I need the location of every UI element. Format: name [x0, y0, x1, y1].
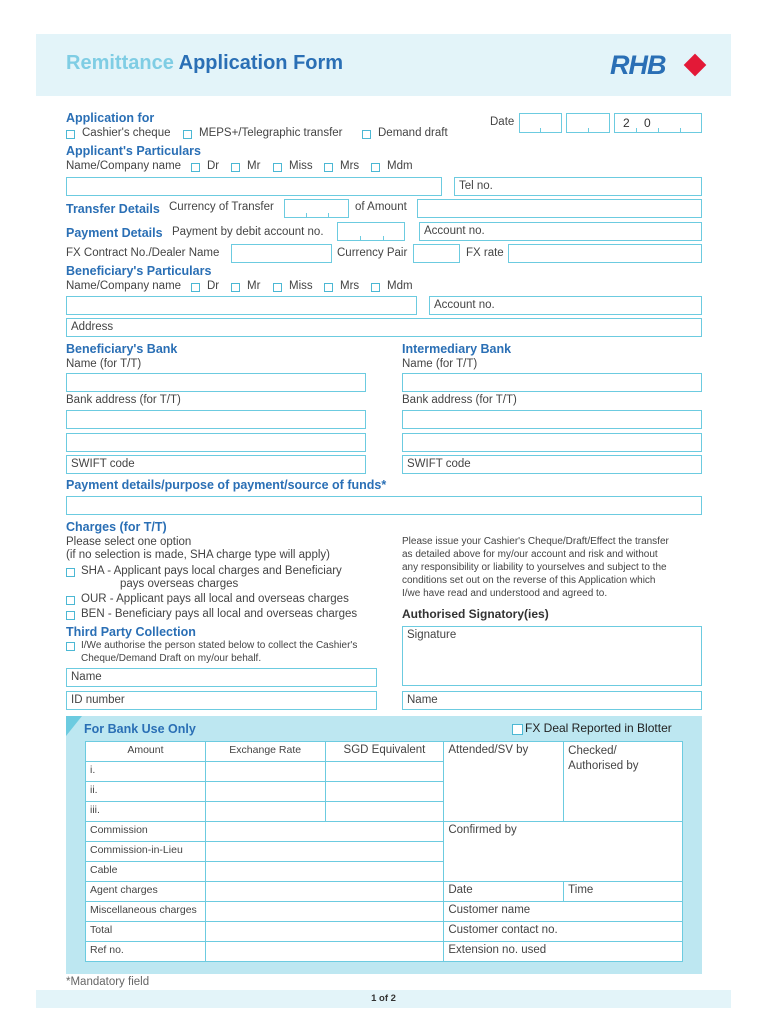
third-party-line1: I/We authorise the person stated below to collect the Cashier's	[81, 640, 358, 651]
third-party-heading: Third Party Collection	[66, 625, 196, 639]
attended-label: Attended/SV by	[448, 744, 529, 756]
rhb-logo	[610, 50, 666, 81]
row-ii-label: ii.	[86, 782, 206, 802]
page-number: 1 of 2	[371, 993, 396, 1004]
bank-use-table	[85, 741, 683, 962]
total-value[interactable]	[205, 922, 444, 942]
inter-bank-heading: Intermediary Bank	[402, 342, 512, 356]
signature-box[interactable]: Signature	[402, 626, 702, 686]
third-party-name-input[interactable]: Name	[66, 668, 377, 687]
applicant-tel-input[interactable]: Tel no.	[454, 177, 702, 196]
beneficiary-address-input[interactable]: Address	[66, 318, 702, 337]
applicant-miss-label: Miss	[289, 160, 313, 172]
declaration-line: I/we have read and understood and agreed to.	[402, 588, 608, 599]
bene-bank-name-input[interactable]	[66, 373, 366, 392]
fx-deal-label: FX Deal Reported in Blotter	[525, 721, 672, 735]
commission-value[interactable]	[205, 822, 444, 842]
confirmed-cell	[444, 822, 683, 882]
year-digit-2: 0	[644, 116, 651, 130]
inter-bank-address-input-1[interactable]	[402, 410, 702, 429]
third-party-line2: Cheque/Demand Draft on my/our behalf.	[81, 653, 262, 664]
purpose-heading: Payment details/purpose of payment/source of funds*	[66, 478, 387, 492]
meps-label: MEPS+/Telegraphic transfer	[199, 127, 343, 139]
sha-label-line1: SHA - Applicant pays local charges and Beneficiary	[81, 565, 342, 577]
cashier-cheque-label: Cashier's cheque	[82, 127, 171, 139]
ben-label: BEN - Beneficiary pays all local and overseas charges	[81, 608, 358, 620]
beneficiary-account-input[interactable]: Account no.	[429, 296, 702, 315]
beneficiary-mdm-label: Mdm	[387, 280, 413, 292]
row-i-label: i.	[86, 762, 206, 782]
fx-deal-checkbox[interactable]	[512, 724, 523, 735]
title-part1: Remittance	[66, 52, 174, 74]
currency-pair-label: Currency Pair	[337, 247, 408, 259]
currency-transfer-label: Currency of Transfer	[169, 201, 274, 213]
ref-no-label: Ref no.	[86, 942, 206, 962]
applicant-dr-checkbox[interactable]	[191, 163, 200, 172]
inter-bank-name-label: Name (for T/T)	[402, 358, 478, 370]
col-amount-header: Amount	[86, 742, 206, 762]
date-day-input[interactable]	[519, 113, 562, 133]
date-year-input[interactable]	[614, 113, 702, 133]
inter-bank-address-input-2[interactable]	[402, 433, 702, 452]
declaration-text	[402, 535, 669, 600]
ben-checkbox[interactable]	[66, 611, 75, 620]
charges-heading: Charges (for T/T)	[66, 520, 167, 534]
applicant-mr-checkbox[interactable]	[231, 163, 240, 172]
our-checkbox[interactable]	[66, 596, 75, 605]
currency-pair-input[interactable]	[413, 244, 460, 263]
year-digit-1: 2	[623, 116, 630, 130]
mandatory-note: *Mandatory field	[66, 976, 150, 988]
title-part2: Application Form	[178, 52, 344, 74]
third-party-id-input[interactable]: ID number	[66, 691, 377, 710]
beneficiary-name-input[interactable]	[66, 296, 417, 315]
beneficiary-dr-checkbox[interactable]	[191, 283, 200, 292]
payment-account-input[interactable]: Account no.	[419, 222, 702, 241]
misc-charges-value[interactable]	[205, 902, 444, 922]
bene-bank-swift-input[interactable]: SWIFT code	[66, 455, 366, 474]
beneficiary-dr-label: Dr	[207, 280, 220, 292]
row-i-exchange[interactable]	[205, 762, 325, 782]
fx-rate-label: FX rate	[466, 247, 504, 259]
charges-default-note: (if no selection is made, SHA charge type will apply)	[66, 549, 330, 561]
extension-label: Extension no. used	[444, 942, 683, 962]
applicant-mdm-checkbox[interactable]	[371, 163, 380, 172]
applicant-name-label: Name/Company name	[66, 160, 182, 172]
customer-contact-label: Customer contact no.	[444, 922, 683, 942]
ref-no-value[interactable]	[205, 942, 444, 962]
inter-bank-address-label: Bank address (for T/T)	[402, 394, 517, 406]
cashier-cheque-checkbox[interactable]	[66, 130, 75, 139]
row-iii-exchange[interactable]	[205, 802, 325, 822]
agent-charges-label: Agent charges	[86, 882, 206, 902]
date-label: Date	[490, 116, 515, 128]
commission-label: Commission	[86, 822, 206, 842]
demand-draft-checkbox[interactable]	[362, 130, 371, 139]
beneficiary-miss-checkbox[interactable]	[273, 283, 282, 292]
checked-cell	[564, 742, 683, 822]
beneficiary-mrs-label: Mrs	[340, 280, 360, 292]
bene-bank-heading: Beneficiary's Bank	[66, 342, 178, 356]
purpose-input[interactable]	[66, 496, 702, 515]
amount-label: of Amount	[355, 201, 407, 213]
applicant-mrs-checkbox[interactable]	[324, 163, 333, 172]
bene-bank-address-input-2[interactable]	[66, 433, 366, 452]
attended-cell	[444, 742, 564, 822]
beneficiary-mdm-checkbox[interactable]	[371, 283, 380, 292]
applicant-mr-label: Mr	[247, 160, 261, 172]
demand-draft-label: Demand draft	[378, 127, 448, 139]
fx-rate-input[interactable]	[508, 244, 702, 263]
applicant-mdm-label: Mdm	[387, 160, 413, 172]
applicant-dr-label: Dr	[207, 160, 220, 172]
debit-account-label: Payment by debit account no.	[172, 226, 324, 238]
misc-charges-label: Miscellaneous charges	[86, 902, 206, 922]
col-exchange-header: Exchange Rate	[205, 742, 325, 762]
checked-label-line1: Checked/	[568, 745, 617, 757]
date-month-input[interactable]	[566, 113, 610, 133]
inter-bank-name-input[interactable]	[402, 373, 702, 392]
row-ii-sgd[interactable]	[325, 782, 444, 802]
applicant-name-input[interactable]	[66, 177, 442, 196]
logo-text: RHB	[610, 50, 666, 80]
beneficiary-name-label: Name/Company name	[66, 280, 182, 292]
commission-lieu-label: Commission-in-Lieu	[86, 842, 206, 862]
declaration-line: as detailed above for my/our account and risk and without	[402, 549, 658, 560]
beneficiary-heading: Beneficiary's Particulars	[66, 264, 212, 278]
charges-select-note: Please select one option	[66, 536, 192, 548]
our-label: OUR - Applicant pays all local and overseas charges	[81, 593, 349, 605]
applicant-miss-checkbox[interactable]	[273, 163, 282, 172]
cable-label: Cable	[86, 862, 206, 882]
signatory-name-input[interactable]: Name	[402, 691, 702, 710]
bank-date-label: Date	[444, 882, 564, 902]
bene-bank-name-label: Name (for T/T)	[66, 358, 142, 370]
row-ii-exchange[interactable]	[205, 782, 325, 802]
beneficiary-mr-label: Mr	[247, 280, 261, 292]
checked-label-line2: Authorised by	[568, 760, 639, 772]
row-iii-label: iii.	[86, 802, 206, 822]
meps-checkbox[interactable]	[183, 130, 192, 139]
payment-heading: Payment Details	[66, 226, 163, 240]
amount-input[interactable]	[417, 199, 702, 218]
signatory-heading: Authorised Signatory(ies)	[402, 607, 549, 621]
declaration-line: any responsibility or liability to yourselves and subject to the	[402, 562, 667, 573]
bene-bank-address-label: Bank address (for T/T)	[66, 394, 181, 406]
row-iii-sgd[interactable]	[325, 802, 444, 822]
agent-charges-value[interactable]	[205, 882, 444, 902]
sha-label-line2: pays overseas charges	[120, 578, 239, 590]
page-title	[66, 52, 343, 75]
bank-use-corner-icon	[66, 716, 82, 736]
total-label: Total	[86, 922, 206, 942]
customer-name-label: Customer name	[444, 902, 683, 922]
application-heading: Application for	[66, 111, 155, 125]
applicant-heading: Applicant's Particulars	[66, 144, 201, 158]
fx-contract-label: FX Contract No./Dealer Name	[66, 247, 220, 259]
beneficiary-mr-checkbox[interactable]	[231, 283, 240, 292]
fx-contract-input[interactable]	[231, 244, 332, 263]
commission-lieu-value[interactable]	[205, 842, 444, 862]
declaration-line: Please issue your Cashier's Cheque/Draft/Effect the transfer	[402, 536, 669, 547]
debit-account-input[interactable]	[337, 222, 405, 241]
bank-use-heading: For Bank Use Only	[84, 722, 196, 736]
bene-bank-address-input-1[interactable]	[66, 410, 366, 429]
beneficiary-mrs-checkbox[interactable]	[324, 283, 333, 292]
applicant-mrs-label: Mrs	[340, 160, 360, 172]
third-party-checkbox[interactable]	[66, 642, 75, 651]
sha-checkbox[interactable]	[66, 568, 75, 577]
transfer-heading: Transfer Details	[66, 202, 160, 216]
confirmed-label: Confirmed by	[448, 824, 517, 836]
inter-bank-swift-input[interactable]: SWIFT code	[402, 455, 702, 474]
beneficiary-miss-label: Miss	[289, 280, 313, 292]
row-i-sgd[interactable]	[325, 762, 444, 782]
declaration-line: conditions set out on the reverse of this Application which	[402, 575, 656, 586]
bank-time-label: Time	[564, 882, 683, 902]
col-sgd-header: SGD Equivalent	[325, 742, 444, 762]
currency-transfer-input[interactable]	[284, 199, 349, 218]
cable-value[interactable]	[205, 862, 444, 882]
